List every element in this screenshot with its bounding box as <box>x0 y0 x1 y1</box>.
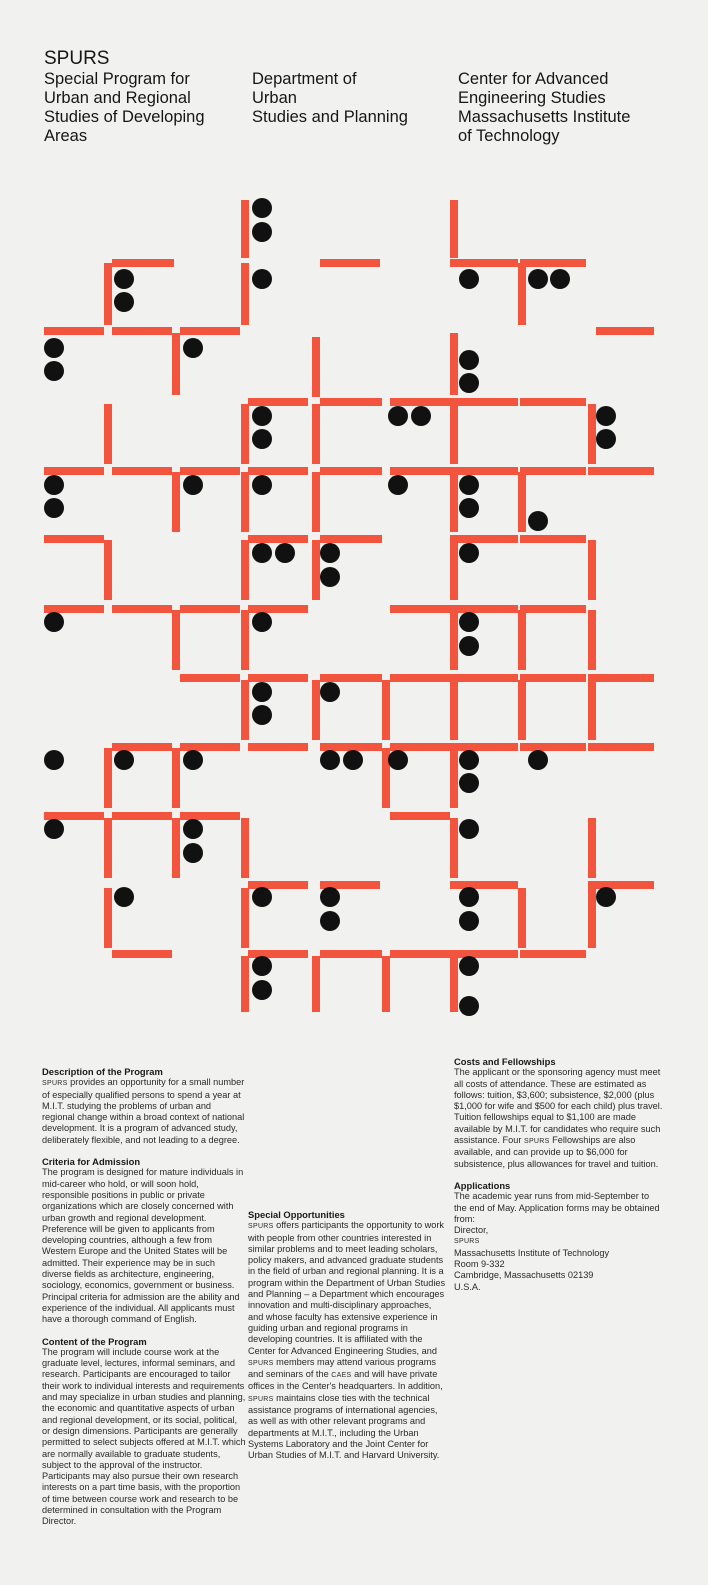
costs-text-1: The applicant or the sponsoring agency must meet all costs of attendance. These are estimated as follows: tuition, $3,600; subsistence, $2,000 (plus $1,000 for wife and $500 for each child) plus travel. Tuition fellowships equal to $1,100 are made available by M.I.T. for candidates who require such assistance. Four <box>454 1067 663 1146</box>
grid-bar-horizontal <box>320 950 382 958</box>
grid-dot <box>459 911 479 931</box>
grid-bar-horizontal <box>520 743 586 751</box>
grid-dot <box>459 773 479 793</box>
grid-bar-horizontal <box>44 605 104 613</box>
section-body-special <box>248 1220 448 1461</box>
section-title-content: Content of the Program <box>42 1335 147 1347</box>
grid-bar-horizontal <box>390 605 450 613</box>
grid-bar-vertical <box>241 200 249 258</box>
grid-bar-vertical <box>241 680 249 740</box>
grid-bar-vertical <box>172 610 180 670</box>
special-text-4: maintains close ties with the technical assistance programs of international agencies, as well as with other relevant programs and departments at M.I.T., including the Urban Systems Laboratory and the Joint Center for Urban Studies of M.I.T. and Harvard University. <box>248 1392 440 1461</box>
grid-bar-vertical <box>518 263 526 325</box>
brand-title: SPURS <box>44 48 110 69</box>
grid-dot <box>44 819 64 839</box>
grid-bar-vertical <box>172 333 180 395</box>
header-line: of Technology <box>458 127 560 145</box>
header-line: Urban and Regional <box>44 89 191 107</box>
spurs-smallcaps: SPURS <box>454 1238 480 1246</box>
grid-bar-horizontal <box>520 605 586 613</box>
grid-dot <box>459 498 479 518</box>
address-line: Cambridge, Massachusetts 02139 <box>454 1270 594 1281</box>
grid-bar-horizontal <box>320 535 382 543</box>
grid-dot <box>459 819 479 839</box>
grid-bar-horizontal <box>44 467 104 475</box>
header-line: Studies of Developing <box>44 108 205 126</box>
grid-bar-vertical <box>450 404 458 464</box>
grid-bar-vertical <box>104 888 112 948</box>
address-line: Massachusetts Institute of Technology <box>454 1247 610 1258</box>
spurs-smallcaps: SPURS <box>248 1359 274 1367</box>
grid-dot <box>343 750 363 770</box>
grid-dot <box>388 750 408 770</box>
grid-dot <box>411 406 431 426</box>
grid-bar-horizontal <box>588 467 654 475</box>
grid-bar-vertical <box>172 472 180 532</box>
grid-bar-vertical <box>588 404 596 464</box>
grid-dot <box>388 475 408 495</box>
grid-bar-horizontal <box>520 467 586 475</box>
grid-bar-horizontal <box>596 327 654 335</box>
text-column-left <box>42 1066 246 1538</box>
grid-dot <box>528 511 548 531</box>
costs-text-2: Fellowships are also available, and can provide up to $6,000 for subsistence, plus allowances for travel and tuition. <box>454 1135 659 1169</box>
grid-bar-vertical <box>241 888 249 948</box>
grid-dot <box>183 843 203 863</box>
grid-dot <box>388 406 408 426</box>
grid-bar-horizontal <box>450 743 518 751</box>
grid-bar-horizontal <box>180 812 240 820</box>
grid-dot <box>459 996 479 1016</box>
section-body-applications: The academic year runs from mid-September to the end of May. Application forms may be obtained from: <box>454 1191 660 1224</box>
header-line: Massachusetts Institute <box>458 108 631 126</box>
grid-bar-horizontal <box>450 674 518 682</box>
grid-bar-vertical <box>241 610 249 670</box>
section-body-costs <box>454 1067 664 1170</box>
grid-bar-horizontal <box>112 259 174 267</box>
grid-bar-vertical <box>450 610 458 670</box>
grid-dot <box>44 361 64 381</box>
section-body-criteria: The program is designed for mature individuals in mid-career who hold, or will soon hold, responsible positions in public or private organizations which are closely concerned with urban growth and regional development. Preference will be given to applicants from developing countries, although a few from Western Europe and the United States will be admitted. Their experience may be in such diverse fields as architecture, engineering, sociology, economics, government or business. Principal criteria for admission are the ability and experience of the individual. All applicants must have a thorough command of English. <box>42 1167 244 1325</box>
grid-dot <box>183 338 203 358</box>
grid-bar-vertical <box>450 680 458 740</box>
section-title-applications: Applications <box>454 1179 511 1191</box>
text-column-middle <box>248 1067 448 1472</box>
grid-bar-vertical <box>312 540 320 600</box>
grid-bar-horizontal <box>248 535 308 543</box>
grid-dot <box>114 269 134 289</box>
grid-bar-horizontal <box>248 467 308 475</box>
grid-bar-horizontal <box>450 535 518 543</box>
grid-dot <box>252 682 272 702</box>
section-title-criteria: Criteria for Admission <box>42 1156 141 1168</box>
grid-dot <box>252 198 272 218</box>
spurs-smallcaps: SPURS <box>42 1080 68 1088</box>
grid-bar-vertical <box>241 818 249 878</box>
grid-dot <box>459 543 479 563</box>
grid-dot <box>320 567 340 587</box>
grid-dot <box>459 373 479 393</box>
grid-dot <box>459 750 479 770</box>
grid-bar-horizontal <box>112 950 172 958</box>
grid-bar-vertical <box>312 337 320 397</box>
grid-bar-horizontal <box>248 674 308 682</box>
grid-bar-horizontal <box>180 743 240 751</box>
section-body-description <box>42 1077 246 1146</box>
grid-dot <box>252 956 272 976</box>
grid-dot <box>44 475 64 495</box>
grid-bar-horizontal <box>588 743 654 751</box>
grid-dot <box>252 887 272 907</box>
grid-bar-vertical <box>588 680 596 740</box>
grid-dot <box>459 475 479 495</box>
grid-dot <box>252 406 272 426</box>
grid-bar-horizontal <box>180 674 240 682</box>
grid-bar-vertical <box>241 540 249 600</box>
header-line: Engineering Studies <box>458 89 606 107</box>
grid-bar-horizontal <box>320 398 382 406</box>
grid-bar-vertical <box>450 472 458 532</box>
grid-bar-vertical <box>172 748 180 808</box>
grid-dot <box>550 269 570 289</box>
grid-bar-vertical <box>104 748 112 808</box>
caes-smallcaps: CAES <box>331 1372 352 1380</box>
grid-bar-horizontal <box>450 259 518 267</box>
grid-dot <box>252 543 272 563</box>
section-title-description: Description of the Program <box>42 1066 163 1077</box>
grid-bar-vertical <box>588 818 596 878</box>
grid-dot <box>320 911 340 931</box>
grid-bar-horizontal <box>450 950 518 958</box>
grid-bar-vertical <box>518 680 526 740</box>
address-director: Director, <box>454 1225 489 1236</box>
grid-dot <box>459 612 479 632</box>
grid-bar-horizontal <box>450 467 518 475</box>
grid-bar-horizontal <box>450 398 518 406</box>
grid-bar-horizontal <box>44 327 104 335</box>
grid-dot <box>183 750 203 770</box>
grid-dot <box>252 475 272 495</box>
address-line: U.S.A. <box>454 1281 481 1292</box>
grid-bar-horizontal <box>390 398 450 406</box>
grid-bar-vertical <box>104 818 112 878</box>
header-line: Special Program for <box>44 70 190 88</box>
special-text-1: offers participants the opportunity to work with people from other countries interested in similar problems and to meet leading scholars, policy makers, and advanced graduate students in the field of urban and regional planning. It is a program within the Department of Urban Studies and Planning – a Department which encourages innovation and multi-disciplinary approaches, and whose faculty has extensive experience in guiding urban and regional programs in developing countries. It is affiliated with the Center for Advanced Engineering Studies, and <box>248 1220 446 1356</box>
special-text-2: members may attend various programs and seminars of the <box>248 1356 436 1380</box>
header-line: Areas <box>44 127 88 145</box>
section-body-content: The program will include course work at the graduate level, lectures, informal seminars, and research. Participants are encouraged to tailor their work to individual interests and requirements and may specialize in urban studies and planning, the economic and quantitative aspects of urban and regional development, or its social, political, or design dimensions. Participants are generally permitted to select subjects offered at M.I.T. which are normally available to graduate students, subject to the approval of the instructor. Participants may also pursue their own research interests on a part time basis, with the proportion of time between course work and research to be determined in consultation with the Program Director. <box>42 1346 246 1527</box>
grid-bar-horizontal <box>450 605 518 613</box>
grid-dot <box>183 475 203 495</box>
grid-dot <box>275 543 295 563</box>
grid-dot <box>528 750 548 770</box>
grid-bar-vertical <box>450 540 458 600</box>
grid-dot <box>320 682 340 702</box>
grid-bar-horizontal <box>320 259 380 267</box>
grid-bar-horizontal <box>588 881 654 889</box>
grid-bar-horizontal <box>520 950 586 958</box>
section-title-costs: Costs and Fellowships <box>454 1056 556 1067</box>
grid-dot <box>459 636 479 656</box>
address-director-line <box>454 1225 664 1248</box>
special-text-3: and will have private offices in the Center's headquarters. In addition, <box>248 1369 443 1392</box>
grid-bar-horizontal <box>112 743 172 751</box>
grid-dot <box>252 269 272 289</box>
grid-bar-vertical <box>588 610 596 670</box>
grid-bar-vertical <box>104 263 112 325</box>
grid-dot <box>320 543 340 563</box>
grid-bar-vertical <box>588 540 596 600</box>
grid-bar-horizontal <box>588 674 654 682</box>
grid-dot <box>459 350 479 370</box>
grid-bar-vertical <box>241 263 249 325</box>
grid-bar-vertical <box>450 818 458 878</box>
grid-bar-horizontal <box>390 743 450 751</box>
header-line: Department of <box>252 70 357 88</box>
header-line: Studies and Planning <box>252 108 408 126</box>
grid-bar-horizontal <box>248 398 308 406</box>
grid-bar-horizontal <box>248 950 308 958</box>
header-line: Center for Advanced <box>458 70 609 88</box>
grid-dot <box>252 429 272 449</box>
grid-dot <box>114 750 134 770</box>
text-column-right <box>454 1056 664 1293</box>
grid-bar-vertical <box>450 333 458 395</box>
grid-dot <box>596 887 616 907</box>
grid-dot <box>44 612 64 632</box>
grid-bar-vertical <box>518 472 526 532</box>
grid-dot <box>596 429 616 449</box>
grid-dot <box>528 269 548 289</box>
grid-bar-vertical <box>518 610 526 670</box>
grid-bar-vertical <box>588 888 596 948</box>
spurs-smallcaps: SPURS <box>248 1223 274 1231</box>
header-line: Urban <box>252 89 297 107</box>
grid-bar-horizontal <box>450 881 518 889</box>
grid-dot <box>320 750 340 770</box>
grid-bar-horizontal <box>320 743 382 751</box>
grid-dot <box>459 269 479 289</box>
grid-bar-vertical <box>312 472 320 532</box>
mailing-address <box>454 1225 664 1293</box>
description-text: provides an opportunity for a small number of especially qualified persons to spend a year at M.I.T. studying the problems of urban and regional change within a broad context of national development. It is a program of advanced study, deliberately flexible, and not leading to a degree. <box>42 1077 245 1145</box>
grid-bar-vertical <box>312 956 320 1012</box>
grid-bar-vertical <box>104 540 112 600</box>
grid-bar-horizontal <box>390 950 450 958</box>
grid-bar-vertical <box>241 404 249 464</box>
grid-dot <box>183 819 203 839</box>
grid-bar-horizontal <box>112 467 172 475</box>
spurs-smallcaps: SPURS <box>523 1138 550 1146</box>
grid-bar-horizontal <box>44 812 104 820</box>
grid-bar-horizontal <box>390 812 450 820</box>
grid-bar-horizontal <box>112 327 172 335</box>
grid-bar-vertical <box>104 404 112 464</box>
grid-dot <box>44 750 64 770</box>
grid-dot <box>252 612 272 632</box>
grid-dot <box>252 222 272 242</box>
grid-dot <box>320 887 340 907</box>
grid-bar-horizontal <box>44 535 104 543</box>
section-title-special: Special Opportunities <box>248 1209 345 1220</box>
grid-dot <box>459 887 479 907</box>
grid-bar-horizontal <box>520 259 586 267</box>
grid-bar-vertical <box>312 680 320 740</box>
spurs-smallcaps: SPURS <box>248 1395 274 1403</box>
grid-bar-horizontal <box>390 674 450 682</box>
grid-bar-horizontal <box>320 674 382 682</box>
grid-bar-vertical <box>241 956 249 1012</box>
grid-bar-horizontal <box>320 467 382 475</box>
grid-bar-horizontal <box>180 467 240 475</box>
grid-dot <box>114 292 134 312</box>
grid-dot <box>44 338 64 358</box>
grid-bar-vertical <box>172 818 180 878</box>
grid-bar-vertical <box>450 956 458 1012</box>
grid-dot <box>114 887 134 907</box>
grid-bar-horizontal <box>180 327 240 335</box>
grid-dot <box>252 705 272 725</box>
grid-bar-horizontal <box>112 812 172 820</box>
grid-bar-horizontal <box>520 535 586 543</box>
grid-dot <box>596 406 616 426</box>
grid-bar-horizontal <box>248 605 308 613</box>
grid-bar-horizontal <box>248 743 308 751</box>
grid-dot <box>252 980 272 1000</box>
grid-dot <box>459 956 479 976</box>
grid-bar-vertical <box>382 956 390 1012</box>
grid-dot <box>44 498 64 518</box>
grid-bar-horizontal <box>390 467 450 475</box>
grid-bar-vertical <box>450 748 458 808</box>
grid-bar-vertical <box>518 888 526 948</box>
grid-bar-horizontal <box>112 605 172 613</box>
grid-bar-vertical <box>312 404 320 464</box>
grid-bar-horizontal <box>248 881 308 889</box>
grid-bar-vertical <box>450 200 458 258</box>
grid-bar-horizontal <box>520 398 586 406</box>
grid-bar-horizontal <box>520 674 586 682</box>
address-line: Room 9-332 <box>454 1259 505 1270</box>
grid-bar-horizontal <box>180 605 240 613</box>
grid-bar-vertical <box>382 680 390 740</box>
grid-bar-vertical <box>241 472 249 532</box>
